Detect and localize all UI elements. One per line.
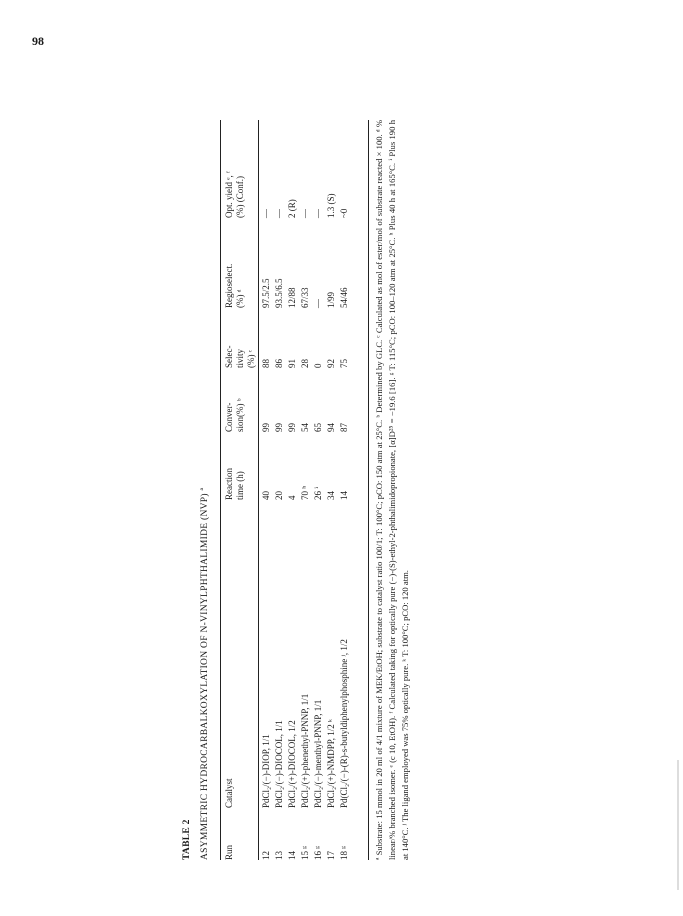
cell-conversion: 54 <box>300 423 310 432</box>
cell-optical-yield: 2 (R) <box>287 199 297 218</box>
table-row <box>287 120 300 860</box>
table-row <box>326 120 339 860</box>
rotated-table-block <box>180 60 480 860</box>
cell-selectivity: 28 <box>300 359 310 368</box>
cell-selectivity: 75 <box>339 359 349 368</box>
cell-run: 12 <box>261 851 271 860</box>
cell-optical-yield: ~0 <box>339 208 349 218</box>
cell-conversion: 99 <box>274 423 284 432</box>
cell-run: 17 <box>326 851 336 860</box>
cell-selectivity: 86 <box>274 359 284 368</box>
table-row <box>313 120 326 860</box>
cell-optical-yield: — <box>274 209 284 218</box>
cell-conversion: 94 <box>326 423 336 432</box>
cell-conversion: 65 <box>313 423 323 432</box>
cell-regioselectivity: 97.5/2.5 <box>261 278 271 308</box>
table-bottom-rule <box>368 120 369 860</box>
header-conversion: Conver- sion(%) ᵇ <box>224 398 245 432</box>
cell-time: 26 ⁱ <box>313 486 323 500</box>
cell-time: 34 <box>326 491 336 500</box>
cell-selectivity: 91 <box>287 359 297 368</box>
cell-conversion: 87 <box>339 423 349 432</box>
cell-regioselectivity: 93.5/6.5 <box>274 278 284 308</box>
page-number: 98 <box>32 34 44 48</box>
table-row <box>300 120 313 860</box>
cell-catalyst: PdCl₂/(+)-NMDPP, 1/2 ᵏ <box>326 719 336 808</box>
table-body <box>261 120 352 860</box>
table-caption <box>182 60 210 860</box>
table-row <box>261 120 274 860</box>
cell-run: 18 ᵍ <box>339 846 349 860</box>
cell-run: 15 ᵍ <box>300 846 310 860</box>
table-row <box>339 120 352 860</box>
cell-run: 14 <box>287 851 297 860</box>
cell-time: 70 ʰ <box>300 485 310 500</box>
cell-time: 4 <box>287 495 297 500</box>
table-label: TABLE 2 <box>182 819 192 860</box>
cell-regioselectivity: 12/88 <box>287 287 297 308</box>
cell-run: 16 ᵍ <box>313 846 323 860</box>
cell-optical-yield: 1.3 (S) <box>326 193 336 218</box>
cell-optical-yield: — <box>313 209 323 218</box>
cell-regioselectivity: 1/99 <box>326 291 336 308</box>
cell-optical-yield: — <box>261 209 271 218</box>
cell-time: 20 <box>274 491 284 500</box>
header-catalyst: Catalyst <box>224 778 234 808</box>
header-selectivity: Selec- tivity (%) ᶜ <box>224 345 256 368</box>
cell-catalyst: Pd(Cl₂/(−)-(R)-s-butyldiphenylphosphine ʲ, 1/2 <box>339 639 349 808</box>
table-row <box>274 120 287 860</box>
cell-regioselectivity: 67/33 <box>300 287 310 308</box>
cell-selectivity: 92 <box>326 359 336 368</box>
cell-selectivity: 88 <box>261 359 271 368</box>
scan-edge-mark <box>677 760 679 890</box>
table-header-rule <box>258 120 259 860</box>
cell-time: 40 <box>261 491 271 500</box>
cell-catalyst: PdCl₂/(+)-DIOCOL, 1/2 <box>287 720 297 808</box>
cell-conversion: 99 <box>287 423 297 432</box>
header-run: Run <box>224 844 234 860</box>
header-regioselectivity: Regioselect. (%) ᵈ <box>224 263 245 308</box>
table-title: ASYMMETRIC HYDROCARBALKOXYLATION OF N-VINYLPHTHALIMIDE (NVP) ª <box>200 487 210 860</box>
cell-run: 13 <box>274 851 284 860</box>
table-footnote: ª Substrate: 15 mmol in 20 ml of 4/1 mixture of MEK/EtOH; substrate to catalyst ratio 100/1; T: 100°C; pCO: 150 atm at 25°C. ᵇ Determined by GLC. ᶜ Calculated as mol of ester/mol of substrate reacted × 100. ᵈ % linear/% branched isomer. ᵉ (c 10, EtOH). ᶠ Calculated taking for optically pure (−)-(S)-ethyl-2-phthalimidopropionate, [α]D²⁵ = −19.6 [16]. ᵍ T: 115°C; pCO: 100–120 atm at 25°C. ʰ Plus 40 h at 165°C. ⁱ Plus 190 h at 140°C. ʲ The ligand employed was 75% optically pure. ᵏ T: 100°C; pCO: 120 atm. <box>374 120 410 860</box>
cell-catalyst: PdCl₂/(−)-DIOP, 1/1 <box>261 734 271 808</box>
cell-regioselectivity: 54/46 <box>339 287 349 308</box>
cell-time: 14 <box>339 491 349 500</box>
cell-regioselectivity: — <box>313 299 323 308</box>
cell-catalyst: PdCl₂/(−)-menthyl-PNNP, 1/1 <box>313 699 323 808</box>
cell-catalyst: PdCl₂/(+)-phenethyl-PNNP, 1/1 <box>300 693 310 808</box>
header-reaction-time: Reaction time (h) <box>224 468 245 500</box>
cell-optical-yield: — <box>300 209 310 218</box>
cell-conversion: 99 <box>261 423 271 432</box>
table-top-rule <box>220 120 221 860</box>
cell-catalyst: PdCl₂/(−)-DIOCOL, 1/1 <box>274 720 284 808</box>
header-optical-yield: Opt. yield ᵉ, ᶠ (%) (Conf.) <box>224 171 245 218</box>
cell-selectivity: 0 <box>313 363 323 368</box>
